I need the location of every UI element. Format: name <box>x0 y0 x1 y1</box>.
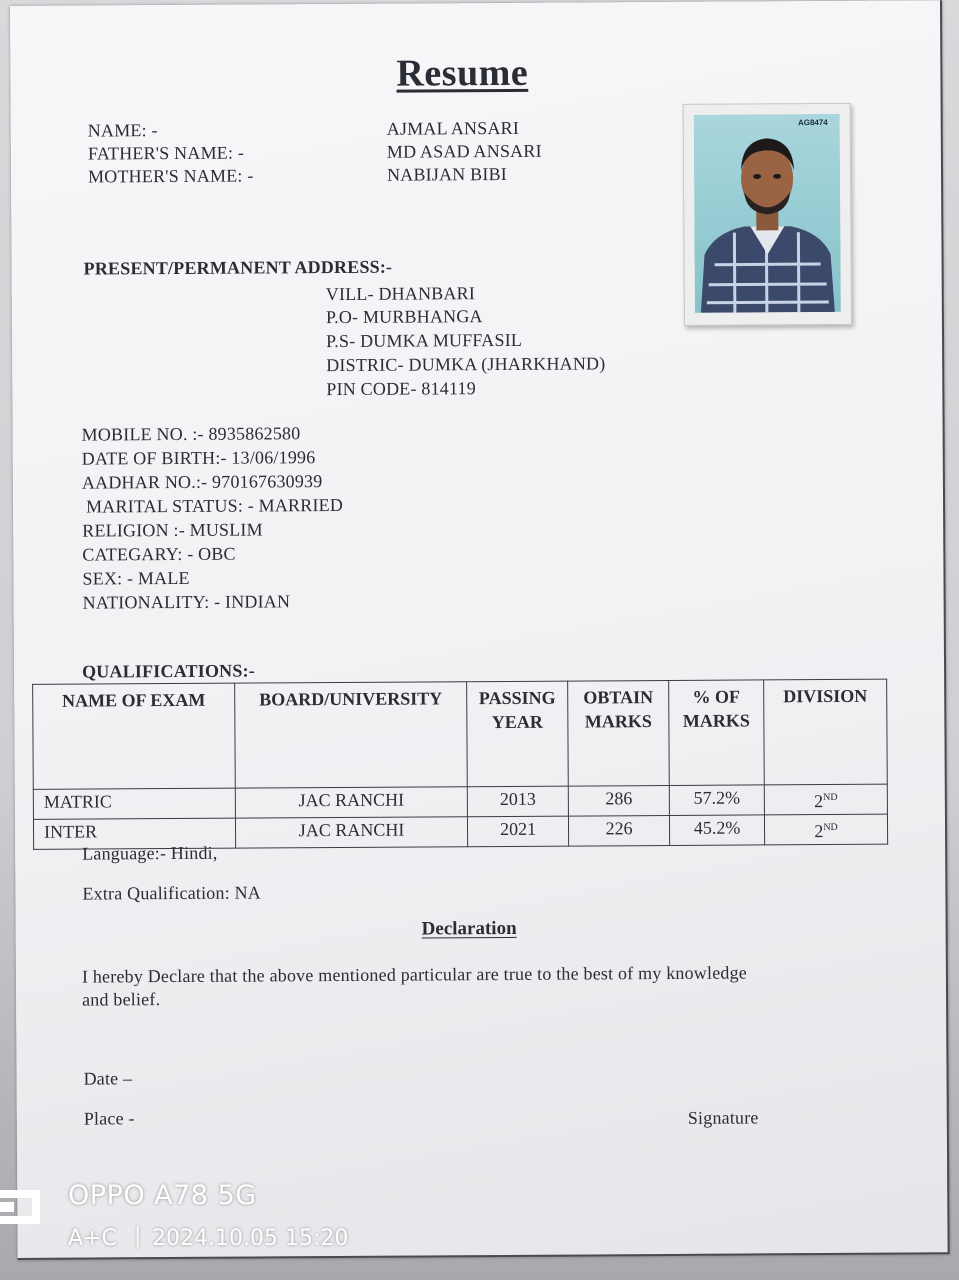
division-value: 2 <box>814 791 824 812</box>
photo-code: AG8474 <box>797 118 828 128</box>
address-line: P.O- MURBHANGA <box>325 306 483 328</box>
camera-mode: A+C <box>68 1226 117 1251</box>
aadhar-number: AADHAR NO.:- 970167630939 <box>81 471 323 493</box>
column-header: NAME OF EXAM <box>33 683 236 789</box>
timestamp-watermark: 2024.10.05 15:20 <box>152 1226 349 1251</box>
declaration-text: I hereby Declare that the above mentioned particular are true to the best of my knowledge <box>81 962 748 987</box>
address-line: DISTRIC- DUMKA (JHARKHAND) <box>326 353 606 376</box>
percent-cell: 57.2% <box>669 785 764 816</box>
address-heading: PRESENT/PERMANENT ADDRESS:- <box>83 256 393 279</box>
year-cell: 2013 <box>467 786 568 817</box>
marital-status: MARITAL STATUS: - MARRIED <box>85 494 344 517</box>
camera-logo-icon <box>0 1188 46 1240</box>
division-value: 2 <box>814 821 824 842</box>
mother-name-value: NABIJAN BIBI <box>386 163 508 185</box>
qualifications-heading: QUALIFICATIONS:- <box>82 660 256 682</box>
resume-sheet <box>10 0 950 1260</box>
name-label: NAME: - <box>87 120 158 141</box>
division-suffix: ND <box>823 791 838 804</box>
mobile-number: MOBILE NO. :- 8935862580 <box>81 423 301 445</box>
board-cell: JAC RANCHI <box>235 817 467 848</box>
exam-cell: INTER <box>33 818 235 849</box>
marks-cell: 286 <box>568 785 669 816</box>
table-header-row <box>33 679 888 789</box>
percent-cell: 45.2% <box>669 815 764 846</box>
watermark-divider: | <box>134 1224 142 1249</box>
language: Language:- Hindi, <box>82 842 218 864</box>
division-cell <box>764 784 887 815</box>
division-suffix: ND <box>823 821 838 834</box>
date-field: Date – <box>83 1068 133 1089</box>
exam-cell: MATRIC <box>33 788 235 819</box>
sex: SEX: - MALE <box>82 567 190 589</box>
column-header: OBTAIN MARKS <box>568 680 670 786</box>
column-header: BOARD/UNIVERSITY <box>235 682 468 788</box>
nationality: NATIONALITY: - INDIAN <box>82 591 291 613</box>
year-cell: 2021 <box>467 816 568 847</box>
category: CATEGARY: - OBC <box>82 543 236 565</box>
father-name-value: MD ASAD ANSARI <box>386 140 542 162</box>
qualifications-table <box>32 679 888 850</box>
signature-field: Signature <box>687 1107 759 1128</box>
date-of-birth: DATE OF BIRTH:- 13/06/1996 <box>81 447 316 469</box>
column-header: DIVISION <box>764 679 888 785</box>
place-field: Place - <box>83 1108 135 1129</box>
address-line: P.S- DUMKA MUFFASIL <box>325 329 523 352</box>
address-line: PIN CODE- 814119 <box>326 378 476 400</box>
extra-qualification: Extra Qualification: NA <box>82 882 262 904</box>
religion: RELIGION :- MUSLIM <box>82 519 263 541</box>
column-header: PASSING YEAR <box>467 681 569 787</box>
declaration-text: and belief. <box>82 989 161 1010</box>
declaration-title: Declaration <box>421 917 517 940</box>
passport-photo <box>683 103 852 326</box>
device-watermark: OPPO A78 5G <box>68 1180 257 1211</box>
division-cell <box>764 814 887 845</box>
father-name-label: FATHER'S NAME: - <box>87 142 245 164</box>
address-line: VILL- DHANBARI <box>325 283 476 305</box>
resume-title: Resume <box>396 51 529 95</box>
name-value: AJMAL ANSARI <box>386 117 520 139</box>
board-cell: JAC RANCHI <box>235 787 467 818</box>
person-portrait-icon <box>694 114 841 313</box>
marks-cell: 226 <box>568 815 669 846</box>
mother-name-label: MOTHER'S NAME: - <box>87 165 254 187</box>
column-header: % OF MARKS <box>669 680 765 786</box>
